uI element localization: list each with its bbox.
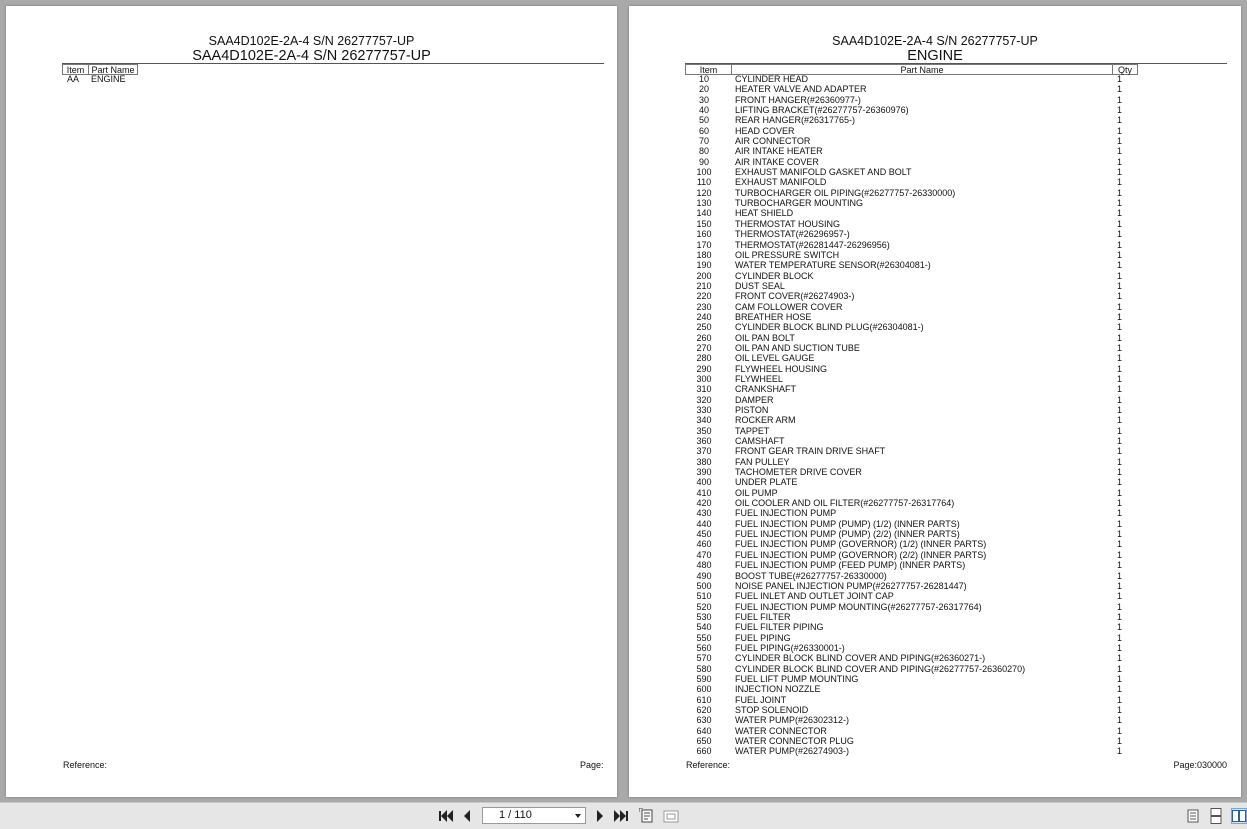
item-number: 370	[696, 446, 712, 457]
table-row	[685, 281, 1225, 291]
quantity: 1	[1117, 270, 1123, 281]
table-row	[685, 705, 1225, 715]
quantity: 1	[1117, 115, 1123, 126]
item-number: 250	[696, 322, 712, 333]
item-number: 300	[696, 373, 712, 384]
right-col-name: Part Name	[731, 64, 1113, 75]
quantity: 1	[1117, 642, 1123, 653]
part-name: HEATER VALVE AND ADAPTER	[735, 84, 867, 95]
table-row	[685, 146, 1225, 156]
part-name: FLYWHEEL HOUSING	[735, 363, 828, 374]
item-number: 540	[696, 622, 712, 633]
item-number: 430	[696, 508, 712, 519]
part-name: FUEL INJECTION PUMP (GOVERNOR) (1/2) (INNER PARTS)	[735, 539, 987, 550]
part-name: OIL COOLER AND OIL FILTER(#26277757-26317764)	[735, 498, 955, 509]
part-name: HEAD COVER	[735, 125, 795, 136]
part-name: STOP SOLENOID	[735, 704, 809, 715]
item-number: 580	[696, 663, 712, 674]
part-name: DUST SEAL	[735, 280, 785, 291]
part-name: ENGINE	[91, 74, 126, 84]
quantity: 1	[1117, 467, 1123, 478]
table-row	[685, 736, 1225, 746]
item-number: 510	[696, 591, 712, 602]
table-row	[685, 653, 1225, 663]
quantity: 1	[1117, 105, 1123, 116]
item-number: 360	[696, 436, 712, 447]
left-page	[6, 6, 617, 797]
table-row	[685, 715, 1225, 725]
quantity: 1	[1117, 249, 1123, 260]
quantity: 1	[1117, 560, 1123, 571]
item-number: 380	[696, 456, 712, 467]
table-row	[685, 519, 1225, 529]
left-col-item: Item	[62, 64, 89, 75]
quantity: 1	[1117, 663, 1123, 674]
quantity: 1	[1117, 746, 1123, 757]
quantity: 1	[1117, 673, 1123, 684]
part-name: CAM FOLLOWER COVER	[735, 301, 843, 312]
item-number: 410	[696, 487, 712, 498]
table-row	[685, 560, 1225, 570]
quantity: 1	[1117, 704, 1123, 715]
item-number: 20	[698, 84, 709, 95]
quantity: 1	[1117, 498, 1123, 509]
viewer-toolbar	[0, 802, 1247, 829]
part-name: TAPPET	[735, 425, 770, 436]
item-number: 240	[696, 311, 712, 322]
table-row	[685, 581, 1225, 591]
chevron-down-icon	[575, 814, 581, 818]
part-name: FUEL FILTER PIPING	[735, 622, 824, 633]
table-row	[685, 415, 1225, 425]
part-name: THERMOSTAT(#26281447-26296956)	[735, 239, 890, 250]
item-number: 290	[696, 363, 712, 374]
table-row	[685, 695, 1225, 705]
table-row	[685, 488, 1225, 498]
part-name: REAR HANGER(#26317765-)	[735, 115, 856, 126]
table-row	[685, 322, 1225, 332]
part-name: CAMSHAFT	[735, 436, 785, 447]
part-name: EXHAUST MANIFOLD	[735, 177, 827, 188]
part-name: FUEL JOINT	[735, 694, 787, 705]
item-number: 450	[696, 529, 712, 540]
quantity: 1	[1117, 456, 1123, 467]
item-number: 390	[696, 467, 712, 478]
table-row	[685, 291, 1225, 301]
fit-page-icon[interactable]	[639, 808, 655, 824]
quantity: 1	[1117, 632, 1123, 643]
part-name: WATER CONNECTOR	[735, 725, 827, 736]
quantity: 1	[1117, 591, 1123, 602]
part-name: EXHAUST MANIFOLD GASKET AND BOLT	[735, 167, 912, 178]
right-page-label: Page:030000	[1173, 760, 1227, 770]
item-number: 200	[696, 270, 712, 281]
quantity: 1	[1117, 177, 1123, 188]
item-number: 280	[696, 353, 712, 364]
quantity: 1	[1117, 373, 1123, 384]
quantity: 1	[1117, 405, 1123, 415]
table-row	[685, 436, 1225, 446]
part-name: ROCKER ARM	[735, 415, 796, 426]
item-number: 610	[696, 694, 712, 705]
table-row	[685, 208, 1225, 218]
left-col-name: Part Name	[88, 64, 138, 75]
quantity: 1	[1117, 146, 1123, 157]
item-number: 10	[698, 74, 709, 84]
part-name: PISTON	[735, 405, 769, 415]
part-name: WATER CONNECTOR PLUG	[735, 736, 854, 746]
quantity: 1	[1117, 487, 1123, 498]
previous-page-icon[interactable]	[459, 808, 475, 824]
table-row	[685, 229, 1225, 239]
quantity: 1	[1117, 715, 1123, 726]
part-name: THERMOSTAT HOUSING	[735, 218, 841, 229]
item-number: 400	[696, 477, 712, 488]
left-reference-label: Reference:	[63, 760, 108, 770]
table-row	[685, 664, 1225, 674]
item-number: 150	[696, 218, 712, 229]
part-name: OIL LEVEL GAUGE	[735, 353, 815, 364]
table-row	[685, 250, 1225, 260]
quantity: 1	[1117, 549, 1123, 560]
table-row	[685, 260, 1225, 270]
item-number: 500	[696, 580, 712, 591]
item-number: 230	[696, 301, 712, 312]
part-name: FAN PULLEY	[735, 456, 790, 467]
table-row	[685, 457, 1225, 467]
part-name: WATER PUMP(#26274903-)	[735, 746, 850, 757]
table-row	[685, 74, 1225, 84]
item-number: 260	[696, 332, 712, 343]
item-number: 570	[696, 653, 712, 664]
quantity: 1	[1117, 94, 1123, 105]
item-number: 120	[696, 187, 712, 198]
continuous-view-icon[interactable]	[1208, 808, 1224, 824]
table-row	[685, 198, 1225, 208]
quantity: 1	[1117, 260, 1123, 271]
page-indicator-text: 1 / 110	[499, 809, 532, 821]
part-name: UNDER PLATE	[735, 477, 798, 488]
part-name: CYLINDER BLOCK BLIND PLUG(#26304081-)	[735, 322, 924, 333]
table-row	[685, 240, 1225, 250]
item-number: 210	[696, 280, 712, 291]
left-page-label: Page:	[580, 760, 604, 770]
item-number: 420	[696, 498, 712, 509]
table-row	[685, 674, 1225, 684]
table-row	[685, 426, 1225, 436]
item-number: 340	[696, 415, 712, 426]
part-name: FUEL INJECTION PUMP	[735, 508, 837, 519]
table-row	[685, 446, 1225, 456]
item-number: 460	[696, 539, 712, 550]
part-name: WATER PUMP(#26302312-)	[735, 715, 850, 726]
left-header-line1: SAA4D102E-2A-4 S/N 26277757-UP	[208, 34, 415, 48]
item-number: 140	[696, 208, 712, 219]
quantity: 1	[1117, 446, 1123, 457]
left-table-body	[62, 74, 602, 84]
quantity: 1	[1117, 74, 1123, 84]
item-number: AA	[66, 74, 79, 84]
table-row	[685, 643, 1225, 653]
quantity: 1	[1117, 187, 1123, 198]
first-page-icon[interactable]	[438, 808, 454, 824]
table-row	[685, 343, 1225, 353]
quantity: 1	[1117, 280, 1123, 291]
table-row	[685, 591, 1225, 601]
item-number: 490	[696, 570, 712, 581]
quantity: 1	[1117, 415, 1123, 426]
right-col-qty: Qty	[1112, 64, 1138, 75]
quantity: 1	[1117, 156, 1123, 167]
part-name: FUEL INJECTION PUMP (GOVERNOR) (2/2) (INNER PARTS)	[735, 549, 987, 560]
item-number: 620	[696, 704, 712, 715]
part-name: CYLINDER BLOCK BLIND COVER AND PIPING(#26360271-)	[735, 653, 986, 664]
part-name: FUEL INJECTION PUMP (PUMP) (2/2) (INNER PARTS)	[735, 529, 960, 540]
quantity: 1	[1117, 208, 1123, 219]
table-row	[685, 395, 1225, 405]
quantity: 1	[1117, 301, 1123, 312]
quantity: 1	[1117, 229, 1123, 240]
part-name: FUEL INJECTION PUMP (FEED PUMP) (INNER PARTS)	[735, 560, 966, 571]
item-number: 90	[698, 156, 709, 167]
part-name: AIR CONNECTOR	[735, 136, 811, 147]
part-name: FUEL FILTER	[735, 611, 791, 622]
quantity: 1	[1117, 353, 1123, 364]
part-name: AIR INTAKE COVER	[735, 156, 819, 167]
quantity: 1	[1117, 601, 1123, 612]
item-number: 590	[696, 673, 712, 684]
right-table-body	[685, 74, 1225, 757]
item-number: 70	[698, 136, 709, 147]
table-row	[685, 508, 1225, 518]
quantity: 1	[1117, 508, 1123, 519]
item-number: 160	[696, 229, 712, 240]
table-row	[685, 477, 1225, 487]
part-name: OIL PUMP	[735, 487, 778, 498]
part-name: BOOST TUBE(#26277757-26330000)	[735, 570, 887, 581]
item-number: 330	[696, 405, 712, 415]
part-name: FLYWHEEL	[735, 373, 783, 384]
quantity: 1	[1117, 342, 1123, 353]
item-number: 130	[696, 198, 712, 209]
item-number: 530	[696, 611, 712, 622]
item-number: 350	[696, 425, 712, 436]
quantity: 1	[1117, 611, 1123, 622]
item-number: 320	[696, 394, 712, 405]
part-name: FUEL PIPING(#26330001-)	[735, 642, 845, 653]
table-row	[685, 374, 1225, 384]
part-name: CYLINDER BLOCK BLIND COVER AND PIPING(#26277757-26360270)	[735, 663, 1026, 674]
table-row	[685, 188, 1225, 198]
table-row	[685, 602, 1225, 612]
quantity: 1	[1117, 167, 1123, 178]
table-row	[685, 353, 1225, 363]
table-row	[685, 612, 1225, 622]
right-reference-label: Reference:	[686, 760, 731, 770]
part-name: DAMPER	[735, 394, 774, 405]
item-number: 180	[696, 249, 712, 260]
item-number: 630	[696, 715, 712, 726]
quantity: 1	[1117, 477, 1123, 488]
table-row	[685, 364, 1225, 374]
quantity: 1	[1117, 384, 1123, 395]
table-row	[685, 467, 1225, 477]
table-row	[685, 498, 1225, 508]
part-name: BREATHER HOSE	[735, 311, 812, 322]
table-row	[685, 746, 1225, 756]
quantity: 1	[1117, 394, 1123, 405]
part-name: TURBOCHARGER MOUNTING	[735, 198, 863, 209]
part-name: WATER TEMPERATURE SENSOR(#26304081-)	[735, 260, 931, 271]
part-name: FRONT COVER(#26274903-)	[735, 291, 855, 302]
item-number: 50	[698, 115, 709, 126]
item-number: 270	[696, 342, 712, 353]
table-row	[685, 177, 1225, 187]
part-name: NOISE PANEL INJECTION PUMP(#26277757-26281447)	[735, 580, 967, 591]
table-row	[685, 405, 1225, 415]
table-row	[685, 219, 1225, 229]
part-name: AIR INTAKE HEATER	[735, 146, 823, 157]
two-page-view-icon[interactable]	[1231, 808, 1247, 824]
quantity: 1	[1117, 725, 1123, 736]
item-number: 190	[696, 260, 712, 271]
quantity: 1	[1117, 518, 1123, 529]
table-row	[685, 384, 1225, 394]
part-name: FUEL LIFT PUMP MOUNTING	[735, 673, 859, 684]
table-row	[685, 529, 1225, 539]
table-row	[685, 136, 1225, 146]
item-number: 30	[698, 94, 709, 105]
part-name: TURBOCHARGER OIL PIPING(#26277757-26330000)	[735, 187, 956, 198]
item-number: 480	[696, 560, 712, 571]
part-name: FUEL PIPING	[735, 632, 791, 643]
table-row	[685, 115, 1225, 125]
table-row	[685, 126, 1225, 136]
part-name: HEAT SHIELD	[735, 208, 794, 219]
part-name: CYLINDER HEAD	[735, 74, 809, 84]
quantity: 1	[1117, 529, 1123, 540]
item-number: 80	[698, 146, 709, 157]
quantity: 1	[1117, 622, 1123, 633]
table-row	[685, 539, 1225, 549]
part-name: OIL PAN AND SUCTION TUBE	[735, 342, 860, 353]
part-name: INJECTION NOZZLE	[735, 684, 821, 695]
table-row	[685, 95, 1225, 105]
right-header-line1: SAA4D102E-2A-4 S/N 26277757-UP	[832, 34, 1038, 48]
quantity: 1	[1117, 332, 1123, 343]
quantity: 1	[1117, 694, 1123, 705]
part-name: TACHOMETER DRIVE COVER	[735, 467, 862, 478]
quantity: 1	[1117, 322, 1123, 333]
quantity: 1	[1117, 136, 1123, 147]
quantity: 1	[1117, 311, 1123, 322]
part-name: FUEL INJECTION PUMP (PUMP) (1/2) (INNER PARTS)	[735, 518, 960, 529]
item-number: 170	[696, 239, 712, 250]
item-number: 100	[696, 167, 712, 178]
table-row	[685, 726, 1225, 736]
page-number-input[interactable]	[482, 807, 586, 824]
item-number: 660	[696, 746, 712, 757]
table-row	[685, 105, 1225, 115]
item-number: 110	[696, 177, 712, 188]
part-name: LIFTING BRACKET(#26277757-26360976)	[735, 105, 909, 116]
quantity: 1	[1117, 653, 1123, 664]
right-page	[629, 6, 1241, 797]
left-header-rule	[62, 63, 604, 64]
item-number: 560	[696, 642, 712, 653]
table-row	[685, 157, 1225, 167]
part-name: OIL PAN BOLT	[735, 332, 795, 343]
right-col-item: Item	[685, 64, 732, 75]
item-number: 220	[696, 291, 712, 302]
quantity: 1	[1117, 239, 1123, 250]
part-name: FUEL INJECTION PUMP MOUNTING(#26277757-26317764)	[735, 601, 982, 612]
part-name: FUEL INLET AND OUTLET JOINT CAP	[735, 591, 894, 602]
table-row	[685, 312, 1225, 322]
quantity: 1	[1117, 218, 1123, 229]
quantity: 1	[1117, 425, 1123, 436]
left-header-line2: SAA4D102E-2A-4 S/N 26277757-UP	[192, 48, 431, 64]
table-row	[685, 684, 1225, 694]
part-name: FRONT HANGER(#26360977-)	[735, 94, 861, 105]
table-row	[685, 633, 1225, 643]
quantity: 1	[1117, 363, 1123, 374]
table-row	[685, 622, 1225, 632]
quantity: 1	[1117, 580, 1123, 591]
next-page-icon[interactable]	[592, 808, 608, 824]
quantity: 1	[1117, 570, 1123, 581]
quantity: 1	[1117, 125, 1123, 136]
table-row	[685, 84, 1225, 94]
part-name: FRONT GEAR TRAIN DRIVE SHAFT	[735, 446, 886, 457]
item-number: 60	[698, 125, 709, 136]
table-row	[685, 571, 1225, 581]
last-page-icon[interactable]	[613, 808, 629, 824]
table-row	[685, 333, 1225, 343]
quantity: 1	[1117, 84, 1123, 95]
table-row	[685, 302, 1225, 312]
table-row	[62, 74, 602, 84]
item-number: 40	[698, 105, 709, 116]
quantity: 1	[1117, 539, 1123, 550]
quantity: 1	[1117, 198, 1123, 209]
table-row	[685, 271, 1225, 281]
right-header-line2: ENGINE	[907, 48, 963, 64]
table-row	[685, 550, 1225, 560]
item-number: 600	[696, 684, 712, 695]
item-number: 440	[696, 518, 712, 529]
part-name: CYLINDER BLOCK	[735, 270, 814, 281]
part-name: CRANKSHAFT	[735, 384, 797, 395]
part-name: THERMOSTAT(#26296957-)	[735, 229, 850, 240]
item-number: 650	[696, 736, 712, 746]
quantity: 1	[1117, 436, 1123, 447]
quantity: 1	[1117, 736, 1123, 746]
item-number: 310	[696, 384, 712, 395]
item-number: 640	[696, 725, 712, 736]
item-number: 470	[696, 549, 712, 560]
item-number: 550	[696, 632, 712, 643]
quantity: 1	[1117, 291, 1123, 302]
quantity: 1	[1117, 684, 1123, 695]
item-number: 520	[696, 601, 712, 612]
table-row	[685, 167, 1225, 177]
single-page-view-icon[interactable]	[1185, 808, 1201, 824]
part-name: OIL PRESSURE SWITCH	[735, 249, 840, 260]
fit-width-icon[interactable]	[663, 808, 679, 824]
